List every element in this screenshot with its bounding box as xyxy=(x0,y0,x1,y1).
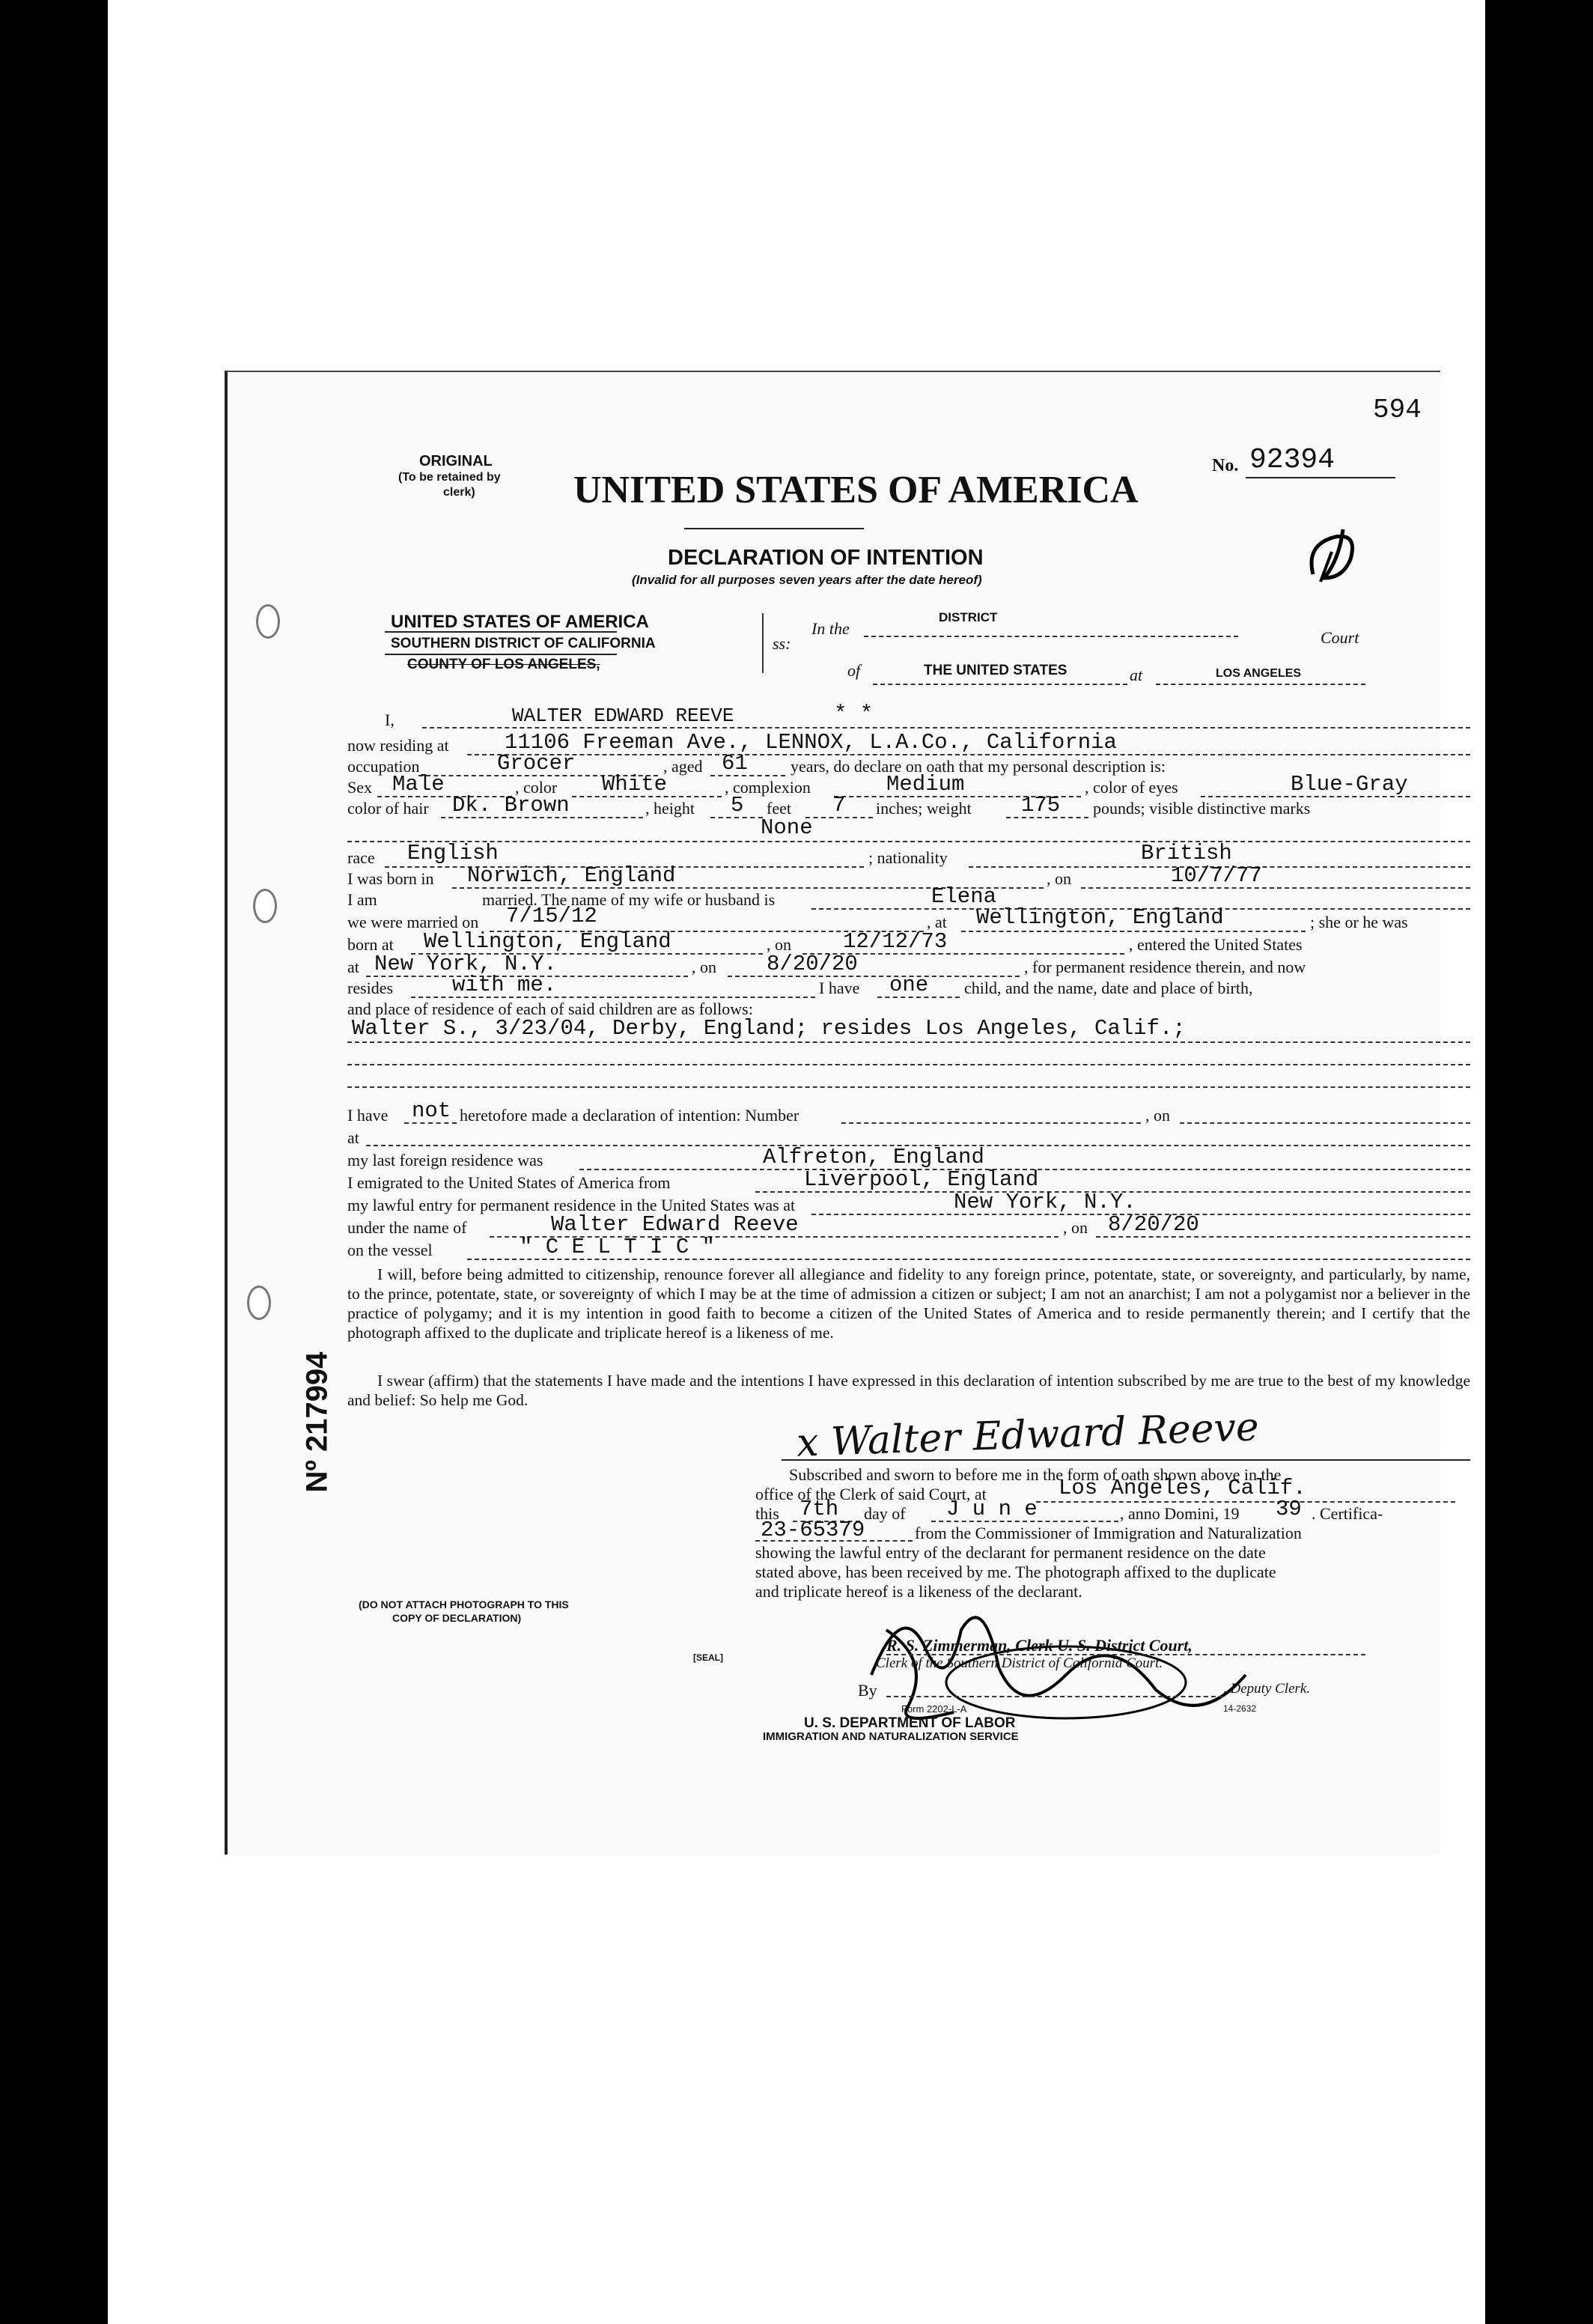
eyes-value: Blue-Gray xyxy=(1291,772,1408,797)
children-lead: and place of residence of each of said children are as follows: xyxy=(347,1000,753,1018)
color-value: White xyxy=(602,772,668,797)
court-type: DISTRICT xyxy=(939,610,998,624)
form-number: Form 2202-L-A xyxy=(901,1703,967,1715)
under-name: Walter Edward Reeve xyxy=(551,1212,799,1237)
venue-county: COUNTY OF LOS ANGELES, xyxy=(407,657,600,672)
by-label: By xyxy=(858,1681,877,1700)
retained-label: (To be retained by xyxy=(398,471,501,484)
race-label: race xyxy=(347,848,375,867)
ss-label: ss: xyxy=(773,634,791,653)
at-label: at xyxy=(1130,666,1143,684)
emigrated-label: I emigrated to the United States of America from xyxy=(347,1173,671,1192)
occupation-value: Grocer xyxy=(497,751,576,776)
perm-tail: , for permanent residence therein, and now xyxy=(1024,958,1306,976)
document-subtitle: DECLARATION OF INTENTION xyxy=(668,546,984,570)
children-count: one xyxy=(889,973,929,997)
print-number: 14-2632 xyxy=(1223,1703,1257,1714)
spouse-resides: with me. xyxy=(452,973,557,997)
number-label: No. xyxy=(1212,456,1239,475)
height-inches: 7 xyxy=(832,793,846,818)
weight-tail: pounds; visible distinctive marks xyxy=(1093,799,1311,818)
married-tail: ; she or he was xyxy=(1310,913,1408,931)
height-label: , height xyxy=(645,799,695,818)
jurat-line-5: showing the lawful entry of the declarant for permanent residence on the date xyxy=(755,1543,1266,1562)
punch-hole xyxy=(247,1286,271,1320)
vessel-label: on the vessel xyxy=(347,1241,433,1259)
in-the-label: In the xyxy=(811,619,850,638)
nationality-label: ; nationality xyxy=(868,848,948,867)
entry-label: my lawful entry for permanent residence in the United States was at xyxy=(347,1196,796,1214)
children-list: Walter S., 3/23/04, Derby, England; resides Los Angeles, Calif.; xyxy=(352,1016,1186,1041)
aged-tail: years, do declare on oath that my personal description is: xyxy=(791,757,1166,776)
serial-number: Nº 217994 xyxy=(300,1351,334,1493)
jurat-year: 39 xyxy=(1276,1497,1302,1521)
resides-label: resides xyxy=(347,979,394,997)
document-title: UNITED STATES OF AMERICA xyxy=(573,469,1139,511)
birthdate: 10/7/77 xyxy=(1171,863,1262,888)
photo-note-2: COPY OF DECLARATION) xyxy=(392,1612,522,1624)
service-label: IMMIGRATION AND NATURALIZATION SERVICE xyxy=(763,1730,1019,1743)
day-of-label: day of xyxy=(864,1504,906,1523)
spouse-name: Elena xyxy=(931,884,997,909)
venue-country: UNITED STATES OF AMERICA xyxy=(391,612,649,632)
renunciation-paragraph: I will, before being admitted to citizenship, renounce forever all allegiance and fidelity to any foreign prince, potentate, state, or sovereignty, and particularly, by name, to the prince, potentate, state, or sovereignty of which I may be at the time of admission a citizen or subject; I am not an anarchist; I am not a polygamist nor a believer in the practice of polygamy; and it is my intention in good faith to become a citizen of the United States of America and to reside permanently therein; and I certify that the photograph affixed to the duplicate and triplicate hereof is a likeness of me. xyxy=(347,1265,1470,1342)
entered-tail: , entered the United States xyxy=(1129,935,1303,954)
declaration-document xyxy=(225,371,1470,1855)
emigrated-from: Liverpool, England xyxy=(804,1167,1039,1192)
inches-label: inches; weight xyxy=(876,799,972,818)
sex-value: Male xyxy=(392,772,445,797)
court-name: THE UNITED STATES xyxy=(924,663,1067,678)
last-residence-label: my last foreign residence was xyxy=(347,1151,543,1169)
department-label: U. S. DEPARTMENT OF LABOR xyxy=(804,1715,1016,1731)
spouse-birthdate: 12/12/73 xyxy=(843,929,948,954)
retained-label-2: clerk) xyxy=(443,486,475,499)
court-label: Court xyxy=(1321,628,1359,647)
residing-label: now residing at xyxy=(347,736,449,755)
entry-on-label: , on xyxy=(1063,1218,1088,1237)
spouse-entry-date: 8/20/20 xyxy=(767,952,858,976)
clerk-name: R. S. Zimmerman, Clerk U. S. District Court, xyxy=(886,1636,1193,1655)
complexion-value: Medium xyxy=(886,772,965,797)
anno-label: , anno Domini, 19 xyxy=(1120,1504,1240,1523)
hair-value: Dk. Brown xyxy=(452,793,570,818)
seal-label: [SEAL] xyxy=(693,1652,723,1663)
race-value: English xyxy=(407,841,499,866)
name-marks: * * xyxy=(834,702,874,726)
children-tail: child, and the name, date and place of birth, xyxy=(964,979,1253,997)
initials-mark xyxy=(1298,514,1365,597)
not-value: not xyxy=(412,1098,451,1123)
venue-district: SOUTHERN DISTRICT OF CALIFORNIA xyxy=(391,636,656,651)
certificate-number: 23-65379 xyxy=(761,1518,865,1542)
entry-place: New York, N.Y. xyxy=(954,1190,1136,1214)
height-feet: 5 xyxy=(731,793,744,818)
feet-label: feet xyxy=(767,799,791,818)
married-at-label: , at xyxy=(927,913,947,931)
residence-address: 11106 Freeman Ave., LENNOX, L.A.Co., California xyxy=(505,730,1117,755)
declarant-name: WALTER EDWARD REEVE xyxy=(512,705,734,727)
spouse-birthplace: Wellington, England xyxy=(424,929,671,954)
page-number: 594 xyxy=(1373,395,1422,425)
declaration-number: 92394 xyxy=(1249,444,1335,476)
color-label: , color xyxy=(515,778,558,797)
certificate-label: . Certifica- xyxy=(1312,1504,1383,1523)
have-label: I have xyxy=(819,979,860,997)
punch-hole xyxy=(256,604,280,639)
declarant-signature: x Walter Edward Reeve xyxy=(796,1405,1260,1466)
have2-label: I have xyxy=(347,1106,389,1125)
i-am-label: I am xyxy=(347,890,377,909)
born-label: I was born in xyxy=(347,869,434,888)
distinctive-marks: None xyxy=(761,815,813,840)
court-city: LOS ANGELES xyxy=(1216,667,1302,680)
i-label: I, xyxy=(385,711,395,729)
occupation-label: occupation xyxy=(347,757,420,776)
punch-hole xyxy=(253,889,277,923)
spouse-entry-place: New York, N.Y. xyxy=(374,952,557,976)
nationality-value: British xyxy=(1141,841,1232,866)
invalid-note: (Invalid for all purposes seven years after the date hereof) xyxy=(632,573,982,587)
spouse-born-on: , on xyxy=(767,935,791,954)
original-label: ORIGINAL xyxy=(419,453,493,469)
marriage-date: 7/15/12 xyxy=(506,904,597,928)
prior-at-label: at xyxy=(347,1128,359,1147)
aged-label: , aged xyxy=(663,757,703,776)
birthplace: Norwich, England xyxy=(467,863,676,888)
last-residence: Alfreton, England xyxy=(763,1145,984,1169)
declaration-tail: heretofore made a declaration of intention: Number xyxy=(460,1106,799,1125)
jurat-line-7: and triplicate hereof is a likeness of the declarant. xyxy=(755,1582,1082,1601)
jurat-line-2: office of the Clerk of said Court, at xyxy=(755,1485,987,1503)
spouse-entry-on: , on xyxy=(692,958,716,976)
scan-border-left xyxy=(0,0,108,2324)
jurat-place: Los Angeles, Calif. xyxy=(1059,1476,1306,1500)
complexion-label: , complexion xyxy=(725,778,811,797)
at-label-2: at xyxy=(347,958,359,976)
jurat-month: J u n e xyxy=(946,1497,1038,1521)
affirmation-paragraph: I swear (affirm) that the statements I have made and the intentions I have expressed in this declaration of intention subscribed by me are true to the best of my knowledge and belief: So help me God. xyxy=(347,1372,1470,1409)
prior-on-label: , on xyxy=(1145,1106,1170,1125)
jurat-line-4: from the Commissioner of Immigration and Naturalization xyxy=(915,1524,1302,1542)
married-text: married. The name of my wife or husband is xyxy=(482,890,776,909)
jurat-day: 7th xyxy=(799,1497,839,1521)
sex-label: Sex xyxy=(347,778,372,797)
photo-note-1: (DO NOT ATTACH PHOTOGRAPH TO THIS xyxy=(359,1598,569,1610)
this-label: this xyxy=(755,1504,779,1523)
eyes-label: , color of eyes xyxy=(1085,778,1178,797)
under-name-label: under the name of xyxy=(347,1218,467,1237)
clerk-court: Clerk of the Southern District of California Court. xyxy=(876,1655,1163,1671)
age-value: 61 xyxy=(722,751,748,776)
jurat-line-1: Subscribed and sworn to before me in the form of oath shown above in the xyxy=(789,1465,1282,1484)
hair-label: color of hair xyxy=(347,799,429,818)
scan-border-right xyxy=(1485,0,1593,2324)
vessel-name: " C E L T I C " xyxy=(520,1235,716,1259)
jurat-line-6: stated above, has been received by me. The photograph affixed to the duplicate xyxy=(755,1563,1276,1581)
born-on-label: , on xyxy=(1047,869,1071,888)
of-label: of xyxy=(847,661,861,680)
marriage-place: Wellington, England xyxy=(976,905,1224,930)
weight-value: 175 xyxy=(1021,793,1061,818)
married-on-label: we were married on xyxy=(347,913,479,931)
spouse-born-label: born at xyxy=(347,935,394,954)
deputy-clerk-label: , Deputy Clerk. xyxy=(1223,1681,1311,1697)
entry-date: 8/20/20 xyxy=(1108,1212,1199,1237)
